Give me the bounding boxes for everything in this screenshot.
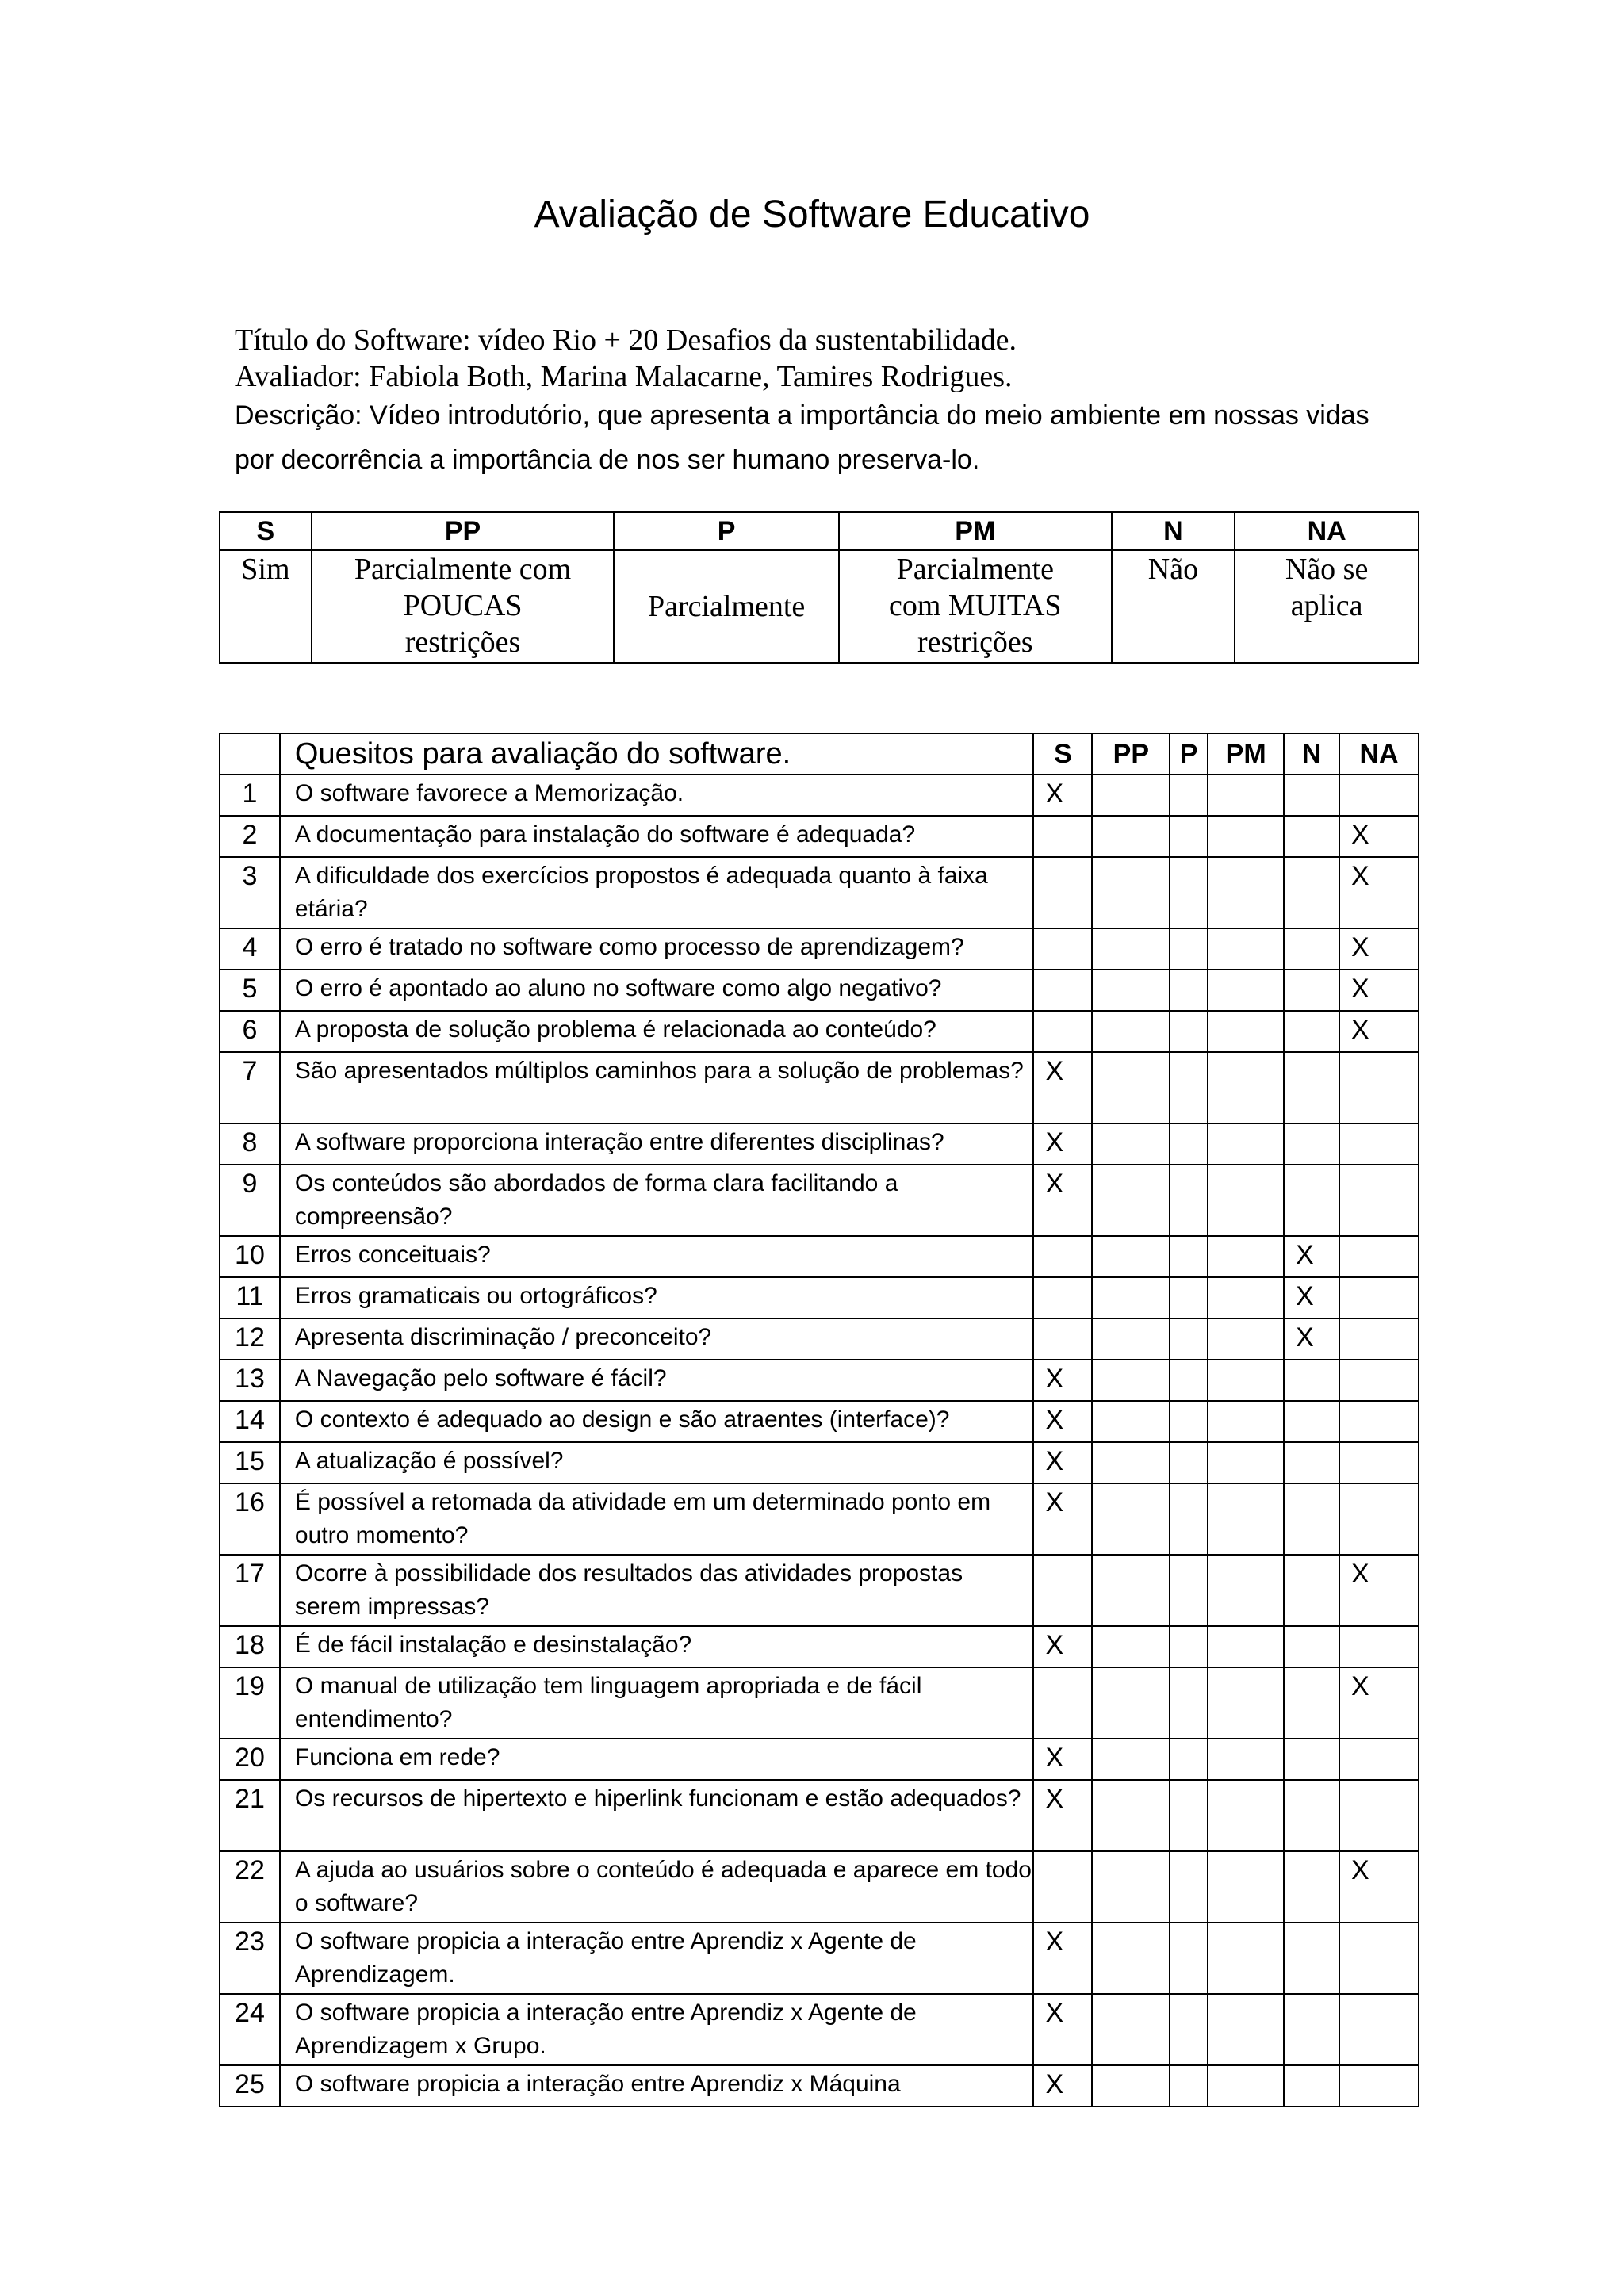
row-number: 7 (220, 1052, 280, 1123)
answer-cell-pp (1092, 1780, 1170, 1851)
row-number: 2 (220, 816, 280, 857)
answer-cell-s (1033, 1277, 1092, 1318)
answer-cell-n (1284, 1555, 1339, 1626)
row-question: Erros conceituais? (280, 1236, 1034, 1277)
answer-cell-pp (1092, 1851, 1170, 1923)
answer-cell-na: X (1339, 816, 1419, 857)
row-number: 13 (220, 1360, 280, 1401)
table-row (220, 1236, 1419, 1277)
answer-cell-n (1284, 1780, 1339, 1851)
answer-cell-pp (1092, 928, 1170, 970)
answer-cell-n (1284, 1851, 1339, 1923)
answer-cell-s: X (1033, 1483, 1092, 1555)
row-number: 23 (220, 1923, 280, 1994)
answer-cell-p (1170, 1011, 1208, 1052)
answer-cell-p (1170, 1123, 1208, 1165)
row-question: A Navegação pelo software é fácil? (280, 1360, 1034, 1401)
row-number: 25 (220, 2065, 280, 2107)
row-number: 22 (220, 1851, 280, 1923)
answer-cell-s (1033, 928, 1092, 970)
table-row (220, 1318, 1419, 1360)
answer-cell-pm (1208, 1442, 1284, 1483)
answer-cell-na (1339, 1483, 1419, 1555)
row-number: 10 (220, 1236, 280, 1277)
answer-cell-p (1170, 1442, 1208, 1483)
answer-cell-s: X (1033, 1123, 1092, 1165)
legend-code: NA (1235, 512, 1419, 550)
row-question: Erros gramaticais ou ortográficos? (280, 1277, 1034, 1318)
answer-cell-p (1170, 1318, 1208, 1360)
answer-cell-p (1170, 1780, 1208, 1851)
table-row (220, 1123, 1419, 1165)
answer-cell-pp (1092, 1236, 1170, 1277)
answer-cell-p (1170, 2065, 1208, 2107)
answer-cell-pm (1208, 1123, 1284, 1165)
row-number: 21 (220, 1780, 280, 1851)
row-question: Os conteúdos são abordados de forma clara facilitando a compreensão? (280, 1165, 1034, 1236)
table-row (220, 1851, 1419, 1923)
answer-cell-pp (1092, 775, 1170, 816)
answer-cell-na (1339, 1277, 1419, 1318)
answer-cell-s (1033, 1011, 1092, 1052)
row-question: O software propicia a interação entre Aprendiz x Agente de Aprendizagem x Grupo. (280, 1994, 1034, 2065)
evaluation-table (219, 733, 1419, 2107)
answer-cell-p (1170, 1236, 1208, 1277)
answer-cell-pp (1092, 1923, 1170, 1994)
answer-cell-pm (1208, 857, 1284, 928)
table-row (220, 970, 1419, 1011)
legend-codes-row (220, 512, 1419, 550)
answer-cell-p (1170, 928, 1208, 970)
answer-cell-s (1033, 816, 1092, 857)
answer-cell-pp (1092, 1401, 1170, 1442)
row-number: 3 (220, 857, 280, 928)
evaluator: Avaliador: Fabiola Both, Marina Malacarne, Tamires Rodrigues. (235, 360, 1013, 393)
legend-meaning: Parcialmente (614, 550, 839, 663)
answer-cell-n: X (1284, 1318, 1339, 1360)
answer-cell-n (1284, 1052, 1339, 1123)
answer-cell-pm (1208, 1165, 1284, 1236)
column-header: PP (1092, 733, 1170, 775)
answer-cell-n (1284, 1994, 1339, 2065)
answer-cell-pp (1092, 1360, 1170, 1401)
row-number: 15 (220, 1442, 280, 1483)
answer-cell-s: X (1033, 2065, 1092, 2107)
answer-cell-na (1339, 2065, 1419, 2107)
answer-cell-n (1284, 1626, 1339, 1667)
table-row (220, 1780, 1419, 1851)
answer-cell-pp (1092, 1555, 1170, 1626)
answer-cell-p (1170, 1923, 1208, 1994)
answer-cell-pm (1208, 1923, 1284, 1994)
answer-cell-na (1339, 1318, 1419, 1360)
column-header: P (1170, 733, 1208, 775)
row-number: 18 (220, 1626, 280, 1667)
answer-cell-s: X (1033, 775, 1092, 816)
answer-cell-pm (1208, 1994, 1284, 2065)
table-row (220, 1442, 1419, 1483)
row-number: 14 (220, 1401, 280, 1442)
answer-cell-na (1339, 1236, 1419, 1277)
row-number: 5 (220, 970, 280, 1011)
table-row (220, 1626, 1419, 1667)
legend-code: S (220, 512, 312, 550)
row-question: A proposta de solução problema é relacionada ao conteúdo? (280, 1011, 1034, 1052)
answer-cell-pp (1092, 1994, 1170, 2065)
row-question: A dificuldade dos exercícios propostos é adequada quanto à faixa etária? (280, 857, 1034, 928)
answer-cell-n (1284, 816, 1339, 857)
answer-cell-pm (1208, 1483, 1284, 1555)
answer-cell-s: X (1033, 1780, 1092, 1851)
answer-cell-pp (1092, 1011, 1170, 1052)
answer-cell-p (1170, 1994, 1208, 2065)
answer-cell-na: X (1339, 1555, 1419, 1626)
answer-cell-n (1284, 928, 1339, 970)
table-row (220, 1277, 1419, 1318)
answer-cell-pp (1092, 1318, 1170, 1360)
table-row (220, 1052, 1419, 1123)
row-question: O software favorece a Memorização. (280, 775, 1034, 816)
answer-cell-na (1339, 1994, 1419, 2065)
answer-cell-s: X (1033, 1165, 1092, 1236)
answer-cell-na (1339, 1780, 1419, 1851)
answer-cell-s (1033, 1555, 1092, 1626)
answer-cell-n (1284, 1401, 1339, 1442)
legend-meanings-row (220, 550, 1419, 663)
column-header: S (1033, 733, 1092, 775)
row-number: 19 (220, 1667, 280, 1739)
answer-cell-pm (1208, 1236, 1284, 1277)
answer-cell-pp (1092, 970, 1170, 1011)
answer-cell-na (1339, 1442, 1419, 1483)
row-number: 6 (220, 1011, 280, 1052)
table-row (220, 1011, 1419, 1052)
row-number: 4 (220, 928, 280, 970)
row-question: A ajuda ao usuários sobre o conteúdo é adequada e aparece em todo o software? (280, 1851, 1034, 1923)
row-question: São apresentados múltiplos caminhos para a solução de problemas? (280, 1052, 1034, 1123)
software-title: Título do Software: vídeo Rio + 20 Desafios da sustentabilidade. (235, 323, 1017, 357)
table-row (220, 1483, 1419, 1555)
answer-cell-s (1033, 1236, 1092, 1277)
answer-cell-s: X (1033, 1401, 1092, 1442)
table-row (220, 1360, 1419, 1401)
answer-cell-pm (1208, 1360, 1284, 1401)
answer-cell-s: X (1033, 1923, 1092, 1994)
table-row (220, 1165, 1419, 1236)
answer-cell-pp (1092, 2065, 1170, 2107)
answer-cell-na: X (1339, 970, 1419, 1011)
row-question: O erro é tratado no software como processo de aprendizagem? (280, 928, 1034, 970)
answer-cell-p (1170, 1667, 1208, 1739)
table-row (220, 1401, 1419, 1442)
answer-cell-p (1170, 1483, 1208, 1555)
legend-table (219, 511, 1419, 664)
legend-code: PP (312, 512, 615, 550)
answer-cell-p (1170, 970, 1208, 1011)
document-title: Avaliação de Software Educativo (534, 193, 1090, 235)
row-number: 17 (220, 1555, 280, 1626)
answer-cell-n (1284, 857, 1339, 928)
answer-cell-s: X (1033, 1052, 1092, 1123)
answer-cell-p (1170, 1277, 1208, 1318)
answer-cell-na (1339, 775, 1419, 816)
answer-cell-p (1170, 1739, 1208, 1780)
answer-cell-s: X (1033, 1994, 1092, 2065)
answer-cell-n (1284, 1739, 1339, 1780)
answer-cell-n (1284, 1483, 1339, 1555)
answer-cell-na (1339, 1739, 1419, 1780)
table-row (220, 1555, 1419, 1626)
answer-cell-n (1284, 1123, 1339, 1165)
row-number: 8 (220, 1123, 280, 1165)
answer-cell-pp (1092, 816, 1170, 857)
answer-cell-n (1284, 1360, 1339, 1401)
row-question: O software propicia a interação entre Aprendiz x Máquina (280, 2065, 1034, 2107)
answer-cell-s (1033, 1667, 1092, 1739)
answer-cell-pm (1208, 1318, 1284, 1360)
answer-cell-p (1170, 1555, 1208, 1626)
evaluation-header-row (220, 733, 1419, 775)
answer-cell-pm (1208, 1277, 1284, 1318)
evaluation-rows (220, 775, 1419, 2107)
answer-cell-n (1284, 970, 1339, 1011)
row-question: A documentação para instalação do software é adequada? (280, 816, 1034, 857)
answer-cell-s (1033, 857, 1092, 928)
row-number: 20 (220, 1739, 280, 1780)
answer-cell-p (1170, 775, 1208, 816)
answer-cell-s (1033, 1851, 1092, 1923)
table-row (220, 1667, 1419, 1739)
answer-cell-n: X (1284, 1236, 1339, 1277)
legend-meaning: Parcialmente com MUITAS restrições (839, 550, 1112, 663)
answer-cell-na (1339, 1923, 1419, 1994)
row-question: É possível a retomada da atividade em um determinado ponto em outro momento? (280, 1483, 1034, 1555)
row-question: O manual de utilização tem linguagem apropriada e de fácil entendimento? (280, 1667, 1034, 1739)
answer-cell-pm (1208, 1052, 1284, 1123)
answer-cell-n (1284, 1011, 1339, 1052)
legend-code: P (614, 512, 839, 550)
row-question: A atualização é possível? (280, 1442, 1034, 1483)
answer-cell-pm (1208, 970, 1284, 1011)
answer-cell-pm (1208, 1851, 1284, 1923)
answer-cell-pp (1092, 1667, 1170, 1739)
answer-cell-pm (1208, 1626, 1284, 1667)
answer-cell-pp (1092, 1739, 1170, 1780)
answer-cell-s (1033, 1318, 1092, 1360)
answer-cell-n: X (1284, 1277, 1339, 1318)
answer-cell-n (1284, 1165, 1339, 1236)
answer-cell-p (1170, 1401, 1208, 1442)
row-number: 1 (220, 775, 280, 816)
number-header (220, 733, 280, 775)
answer-cell-n (1284, 1923, 1339, 1994)
answer-cell-na: X (1339, 1851, 1419, 1923)
answer-cell-pp (1092, 1165, 1170, 1236)
answer-cell-p (1170, 816, 1208, 857)
legend-meaning: Não (1112, 550, 1235, 663)
answer-cell-p (1170, 1165, 1208, 1236)
answer-cell-pm (1208, 816, 1284, 857)
legend-meaning: Não se aplica (1235, 550, 1419, 663)
table-row (220, 816, 1419, 857)
answer-cell-s: X (1033, 1360, 1092, 1401)
answer-cell-n (1284, 1667, 1339, 1739)
row-question: Funciona em rede? (280, 1739, 1034, 1780)
answer-cell-s: X (1033, 1739, 1092, 1780)
answer-cell-pp (1092, 1123, 1170, 1165)
answer-cell-n (1284, 775, 1339, 816)
row-question: O software propicia a interação entre Aprendiz x Agente de Aprendizagem. (280, 1923, 1034, 1994)
answer-cell-p (1170, 1052, 1208, 1123)
answer-cell-s: X (1033, 1626, 1092, 1667)
row-question: O contexto é adequado ao design e são atraentes (interface)? (280, 1401, 1034, 1442)
answer-cell-pp (1092, 857, 1170, 928)
answer-cell-p (1170, 1851, 1208, 1923)
answer-cell-na (1339, 1401, 1419, 1442)
answer-cell-pp (1092, 1626, 1170, 1667)
table-row (220, 1923, 1419, 1994)
table-row (220, 1739, 1419, 1780)
answer-cell-na: X (1339, 928, 1419, 970)
answer-cell-pm (1208, 1780, 1284, 1851)
answer-cell-na (1339, 1052, 1419, 1123)
answer-cell-pm (1208, 1555, 1284, 1626)
answer-cell-pm (1208, 775, 1284, 816)
row-question: Ocorre à possibilidade dos resultados das atividades propostas serem impressas? (280, 1555, 1034, 1626)
row-question: Apresenta discriminação / preconceito? (280, 1318, 1034, 1360)
answer-cell-p (1170, 857, 1208, 928)
answer-cell-na (1339, 1626, 1419, 1667)
table-row (220, 775, 1419, 816)
answer-cell-n (1284, 1442, 1339, 1483)
legend-code: PM (839, 512, 1112, 550)
answer-cell-pp (1092, 1277, 1170, 1318)
row-number: 24 (220, 1994, 280, 2065)
answer-cell-pp (1092, 1442, 1170, 1483)
answer-cell-pm (1208, 928, 1284, 970)
answer-cell-na (1339, 1360, 1419, 1401)
answer-cell-pp (1092, 1483, 1170, 1555)
answer-cell-pm (1208, 2065, 1284, 2107)
column-header: N (1284, 733, 1339, 775)
answer-cell-na: X (1339, 857, 1419, 928)
answer-cell-na (1339, 1165, 1419, 1236)
column-header: PM (1208, 733, 1284, 775)
description: Descrição: Vídeo introdutório, que apresenta a importância do meio ambiente em nossas vidas por decorrência a importância de nos ser humano preserva-lo. (235, 400, 1369, 475)
questions-header: Quesitos para avaliação do software. (280, 733, 1034, 775)
answer-cell-na: X (1339, 1667, 1419, 1739)
row-number: 9 (220, 1165, 280, 1236)
column-header: NA (1339, 733, 1419, 775)
legend-code: N (1112, 512, 1235, 550)
answer-cell-p (1170, 1360, 1208, 1401)
answer-cell-s (1033, 970, 1092, 1011)
answer-cell-pm (1208, 1739, 1284, 1780)
legend-meaning: Sim (220, 550, 312, 663)
row-number: 16 (220, 1483, 280, 1555)
answer-cell-n (1284, 2065, 1339, 2107)
answer-cell-pm (1208, 1667, 1284, 1739)
row-question: Os recursos de hipertexto e hiperlink funcionam e estão adequados? (280, 1780, 1034, 1851)
answer-cell-p (1170, 1626, 1208, 1667)
answer-cell-s: X (1033, 1442, 1092, 1483)
answer-cell-pp (1092, 1052, 1170, 1123)
table-row (220, 2065, 1419, 2107)
table-row (220, 1994, 1419, 2065)
answer-cell-na (1339, 1123, 1419, 1165)
answer-cell-pm (1208, 1011, 1284, 1052)
row-question: A software proporciona interação entre diferentes disciplinas? (280, 1123, 1034, 1165)
row-number: 12 (220, 1318, 280, 1360)
table-row (220, 857, 1419, 928)
table-row (220, 928, 1419, 970)
row-number: 11 (220, 1277, 280, 1318)
answer-cell-na: X (1339, 1011, 1419, 1052)
row-question: É de fácil instalação e desinstalação? (280, 1626, 1034, 1667)
legend-meaning: Parcialmente com POUCAS restrições (312, 550, 615, 663)
answer-cell-pm (1208, 1401, 1284, 1442)
row-question: O erro é apontado ao aluno no software como algo negativo? (280, 970, 1034, 1011)
